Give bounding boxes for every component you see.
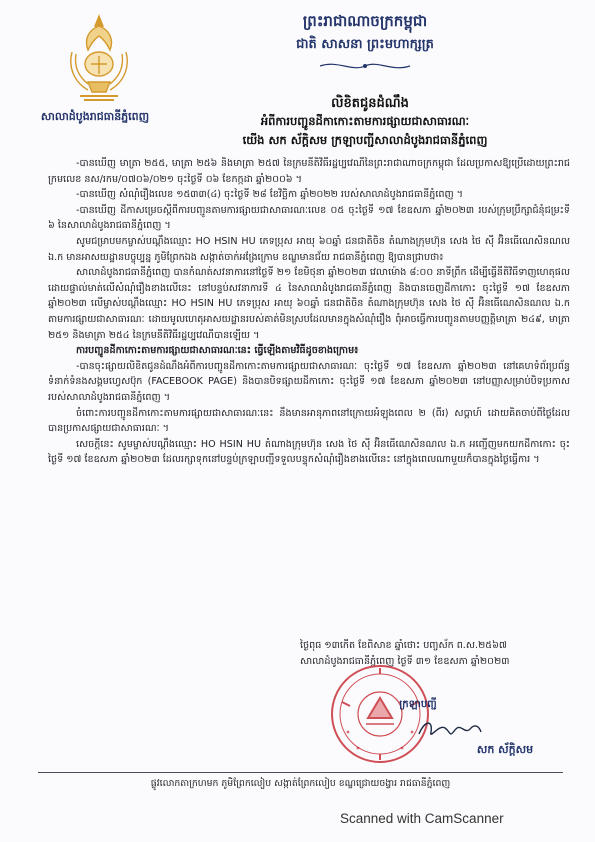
body-paragraph: ចំពោះការបញ្ជូនដីកាកោះតាមការផ្សាយជាសាធារណៈនេះ នឹងមានអានុភាពនៅក្រោយអំឡុងពេល ២ (ពីរ) សប្តាហ៍ ដោយគិតចាប់ពីថ្ងៃដែលបានប្រកាសផ្សាយជាសាធារណៈ ។: [48, 407, 570, 435]
document-issuer-line: យើង សក ស័ក្តិសម ក្រឡាបញ្ជីសាលាដំបូងរាជធានីភ្នំពេញ: [242, 133, 488, 147]
signer-name: សក ស័ក្តិសម: [476, 743, 534, 756]
body-paragraph: សាលាដំបូងរាជធានីភ្នំពេញ បានកំណត់សវនាការនៅថ្ងៃទី ២១ ខែមិថុនា ឆ្នាំ២០២៣ វេលាម៉ោង ៨:០០ នាទីព្រឹក ដើម្បីធ្វើនីតិវិធីទាញហេតុផលដោយផ្ទាល់មាត់លើសំណុំរឿងខាងលើនេះ នៅបន្ទប់សវនាការទី ៤ នៃសាលាដំបូងរាជធានីភ្នំពេញ និងបានចេញដីកាកោះ ចុះថ្ងៃទី ១៧ ខែឧសភា ឆ្នាំ២០២៣ លើម្ចាស់បណ្តឹងឈ្មោះ HO HSIN HU ភេទប្រុស អាយុ ៦០ឆ្នាំ ជនជាតិចិន តំណាងក្រុមហ៊ុន សេង ថៃ ស៊ី អ៊ិនធើណេសិនណល ឯ.ក តាមការផ្សាយជាសាធារណៈ ដោយមូលហេតុអាសយដ្ឋានរបស់គាត់មិនស្របដែលមានក្នុងសំណុំរឿង ពុំអាចធ្វើការបញ្ជូនតាមបញ្ញត្តិមាត្រា ២៤៩, មាត្រា ២៥១ និងមាត្រា ២៥៤ នៃក្រមនីតិវិធីរដ្ឋប្បវេណីបានឡើយ ។: [48, 267, 570, 341]
handwritten-signature-icon: [415, 714, 485, 742]
document-subject: អំពីការបញ្ជូនដីកាកោះតាមការផ្សាយជាសាធារណៈ: [260, 114, 470, 128]
signer-title: ក្រឡាបញ្ជី: [399, 699, 437, 710]
royal-emblem-icon: [58, 12, 140, 104]
scanner-watermark: Scanned with CamScanner: [340, 811, 504, 826]
solar-date: សាលាដំបូងរាជធានីភ្នំពេញ ថ្ងៃទី ៣១ ខែឧសភា ឆ្នាំ២០២៣: [300, 656, 510, 667]
document-title: លិខិតជូនដំណឹង: [331, 96, 409, 111]
footer-divider: [38, 772, 563, 773]
document-body: [48, 156, 570, 468]
ornament-divider: [318, 60, 412, 72]
lunar-date: ថ្ងៃពុធ ១៣កើត ខែពិសាខ ឆ្នាំថោះ បញ្ចស័ក ព.ស.២៥៦៧: [300, 640, 507, 651]
body-paragraph: -បានឃើញ មាត្រា ២៥៥, មាត្រា ២៥៦ និងមាត្រា ២៥៧ នៃក្រមនីតិវិធីរដ្ឋប្បវេណីនៃព្រះរាជាណាចក្រកម្ពុជា ដែលប្រកាសឱ្យប្រើដោយព្រះរាជក្រមលេខ នស/រកម/០៧០៦/០២១ ចុះថ្ងៃទី ០៦ ខែកក្កដា ឆ្នាំ២០០៦ ។: [48, 158, 570, 185]
body-paragraph: ការបញ្ជូនដីកាកោះតាមការផ្សាយជាសាធារណៈនេះ ធ្វើឡើងតាមវិធីដូចខាងក្រោម៖: [76, 345, 359, 357]
body-paragraph: -បានឃើញ សំណុំរឿងលេខ ១៥៣៣(៤) ចុះថ្ងៃទី ២៨ ខែវិច្ឆិកា ឆ្នាំ២០២២ របស់សាលាដំបូងរាជធានីភ្នំពេញ ។: [76, 189, 463, 201]
body-paragraph: -បានចុះផ្សាយលិខិតជូនដំណឹងអំពីការបញ្ជូនដីកាកោះតាមការផ្សាយជាសាធារណៈ ចុះថ្ងៃទី ១៧ ខែឧសភា ឆ្នាំ២០២៣ នៅគេហទំព័រប្រព័ន្ធទំនាក់ទំនងសង្គមហ្វេសប៊ុក (FACEBOOK PAGE) និងបានបិទផ្សាយដីកាកោះ ចុះថ្ងៃទី ១៧ ខែឧសភា ឆ្នាំ២០២៣ នៅបញ្ញាសម្រាប់បិទប្រកាសរបស់សាលាដំបូងរាជធានីភ្នំពេញ ។: [48, 360, 570, 403]
national-motto: ជាតិ សាសនា ព្រះមហាក្សត្រ: [296, 37, 434, 52]
body-paragraph: សេចក្តីនេះ សូមម្ចាស់បណ្តឹងឈ្មោះ HO HSIN HU តំណាងក្រុមហ៊ុន សេង ថៃ ស៊ី អ៊ិនធើណេសិនណល ឯ.ក អញ្ជើញមកយកដីកាកោះ ចុះថ្ងៃទី ១៧ ខែឧសភា ឆ្នាំ២០២៣ ដែលរក្សាទុកនៅបន្ទប់ក្រឡាបញ្ជីទទួលបន្ទុកសំណុំរឿងខាងលើនេះ នៅក្នុងពេលណាមួយក៏បានក្នុងថ្ងៃធ្វើការ ។: [48, 438, 570, 466]
footer-address: ផ្លូវលោកតាក្រហមក ភូមិព្រែកលៀប សង្កាត់ព្រែកលៀប ខណ្ឌជ្រោយចង្វារ រាជធានីភ្នំពេញ: [150, 778, 451, 789]
body-paragraph: -បានឃើញ ដីកាសម្រេចស្តីពីការបញ្ជូនតាមការផ្សាយជាសាធារណៈលេខ ០៥ ចុះថ្ងៃទី ១៧ ខែឧសភា ឆ្នាំ២០២៣ របស់ក្រុមប្រឹក្សាជំនុំជម្រះទី ៦ នៃសាលាដំបូងរាជធានីភ្នំពេញ ។: [48, 204, 570, 232]
body-paragraph: សូមជម្រាបមកម្ចាស់បណ្តឹងឈ្មោះ HO HSIN HU ភេទប្រុស អាយុ ៦០ឆ្នាំ ជនជាតិចិន តំណាងក្រុមហ៊ុន សេង ថៃ ស៊ី អ៊ិនធើណេសិនណល ឯ.ក មានអាសយដ្ឋានបច្ចុប្បន្ន ភូមិព្រែកឯង សង្កាត់ចាក់អង្រែក្រោម ខណ្ឌមានជ័យ រាជធានីភ្នំពេញ ឱ្យបានជ្រាបថា៖: [48, 235, 570, 263]
kingdom-heading: ព្រះរាជាណាចក្រកម្ពុជា: [302, 12, 428, 30]
court-name: សាលាដំបូងរាជធានីភ្នំពេញ: [40, 110, 150, 123]
